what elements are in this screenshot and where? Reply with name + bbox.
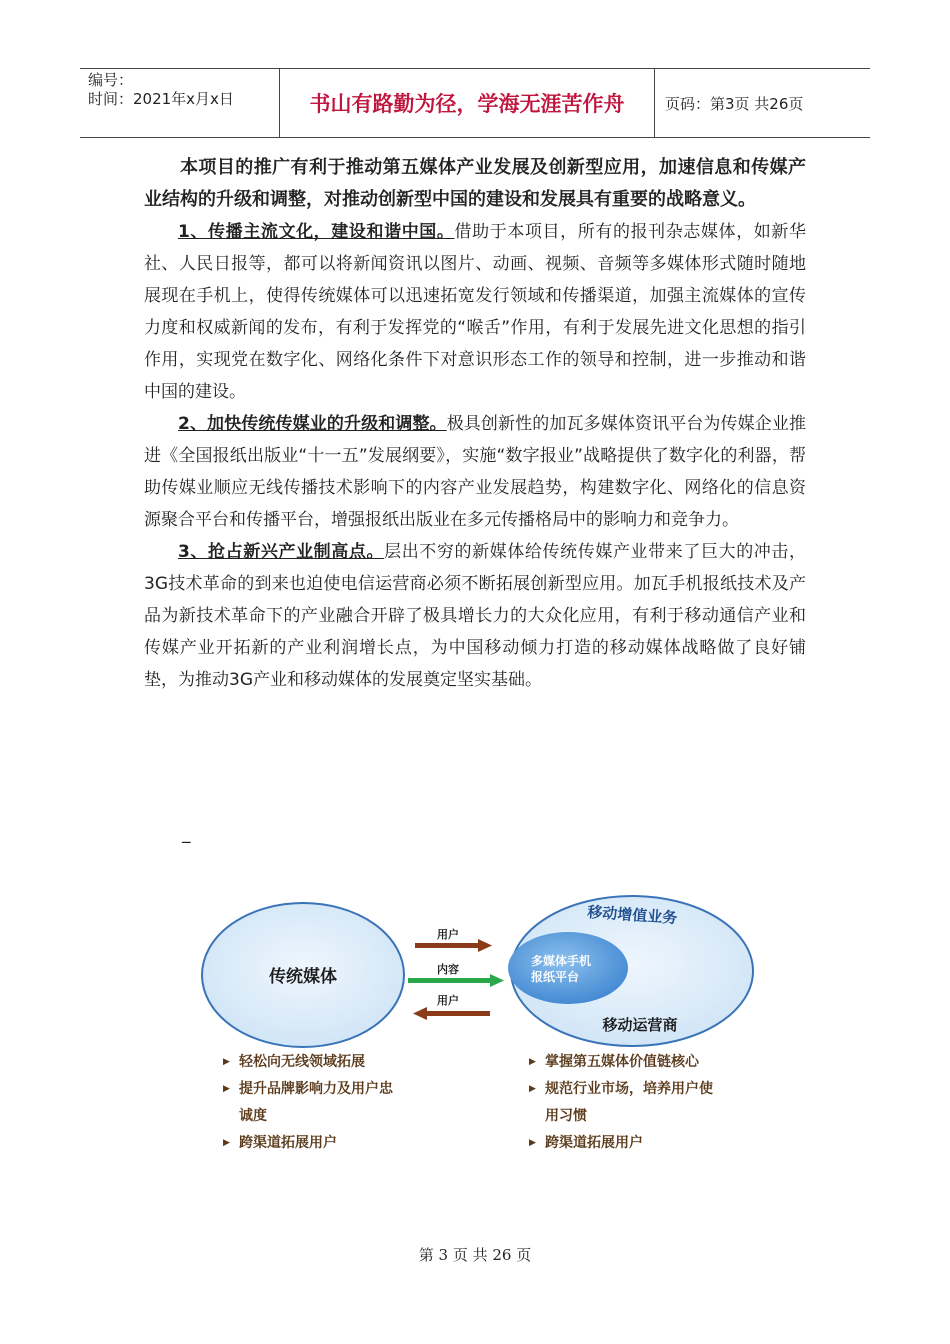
mobile-operator-label: 移动运营商 xyxy=(602,1017,678,1034)
arrow-top-label: 用户 xyxy=(437,929,459,941)
platform-label-line-1: 多媒体手机 xyxy=(531,954,592,968)
bullet-triangle-icon: ▶ xyxy=(529,1138,536,1148)
dash-mark: _ xyxy=(182,824,191,844)
section-text-1: 借助于本项目，所有的报刊杂志媒体，如新华社、人民日报等，都可以将新闻资讯以图片、动画、视频、音频等多媒体形式随时随地展现在手机上，使得传统媒体可以迅速拓宽发行领域和传播渠道，加强主流媒体的宣传力度和权威新闻的发布，有利于发挥党的“喉舌”作用，有利于发展先进文化思想的指引作用，实现党在数字化、网络化条件下对意识形态工作的领导和控制，进一步推动和谐中国的建设。 xyxy=(144,222,807,402)
arrow-mid-label: 内容 xyxy=(437,964,459,976)
document-body xyxy=(144,152,806,696)
header-table xyxy=(80,68,870,138)
mobile-value-added-label: 移动增值业务 xyxy=(586,903,678,928)
bullet-triangle-icon: ▶ xyxy=(223,1057,230,1067)
bullet-triangle-icon: ▶ xyxy=(529,1057,536,1067)
page-footer: 第 3 页 共 26 页 xyxy=(418,1246,532,1264)
section-paragraph-1 xyxy=(144,216,806,408)
traditional-media-label: 传统媒体 xyxy=(269,967,337,986)
list-item: ▶ 跨渠道拓展用户 xyxy=(529,1130,713,1157)
list-item-continued: 用习惯 xyxy=(545,1108,587,1124)
bullet-triangle-icon: ▶ xyxy=(529,1084,536,1094)
section-heading-1: 1、传播主流文化，建设和谐中国。 xyxy=(178,222,455,242)
list-item: ▶ 轻松向无线领域拓展 xyxy=(223,1049,393,1076)
section-text-3: 层出不穷的新媒体给传统传媒产业带来了巨大的冲击，3G技术革命的到来也迫使电信运营商必须不断拓展创新型应用。加瓦手机报纸技术及产品为新技术革命下的产业融合开辟了极具增长力的大众化应用，有利于移动通信产业和传媒产业开拓新的产业利润增长点，为中国移动倾力打造的移动媒体战略做了良好铺垫，为推动3G产业和移动媒体的发展奠定坚实基础。 xyxy=(144,542,807,690)
user-arrow-left xyxy=(413,1007,490,1020)
media-diagram xyxy=(195,890,755,1180)
header-page-info: 页码：第3页 共26页 xyxy=(665,94,804,113)
intro-paragraph: 本项目的推广有利于推动第五媒体产业发展及创新型应用，加速信息和传媒产业结构的升级和调整，对推动创新型中国的建设和发展具有重要的战略意义。 xyxy=(144,157,806,210)
left-benefits-list xyxy=(223,1049,393,1157)
bullet-triangle-icon: ▶ xyxy=(223,1138,230,1148)
section-paragraph-2 xyxy=(144,408,806,536)
arrow-bottom-label: 用户 xyxy=(437,995,459,1007)
number-label: 编号： xyxy=(88,71,134,89)
header-meta xyxy=(80,69,280,137)
platform-label-line-2: 报纸平台 xyxy=(531,970,580,984)
list-item-continued: 诚度 xyxy=(239,1108,267,1124)
list-item: ▶ 提升品牌影响力及用户忠 xyxy=(223,1076,393,1103)
multimedia-platform-circle xyxy=(508,932,628,1004)
section-heading-3: 3、抢占新兴产业制高点。 xyxy=(178,542,385,562)
header-motto: 书山有路勤为径，学海无涯苦作舟 xyxy=(280,69,655,137)
section-text-2: 极具创新性的加瓦多媒体资讯平台为传媒企业推进《全国报纸出版业“十一五”发展纲要》，实施“数字报业”战略提供了数字化的利器，帮助传媒业顺应无线传播技术影响下的内容产业发展趋势，构建数字化、网络化的信息资源聚合平台和传播平台，增强报纸出版业在多元传播格局中的影响力和竞争力。 xyxy=(144,414,807,530)
time-label: 时间：2021年x月x日 xyxy=(88,90,234,108)
section-paragraph-3 xyxy=(144,536,806,696)
section-heading-2: 2、加快传统传媒业的升级和调整。 xyxy=(178,414,447,434)
right-benefits-list xyxy=(529,1049,713,1157)
list-item: ▶ 规范行业市场，培养用户使 xyxy=(529,1076,713,1103)
diagram-graphic xyxy=(195,890,755,1070)
list-item: ▶ 掌握第五媒体价值链核心 xyxy=(529,1049,713,1076)
list-item: ▶ 跨渠道拓展用户 xyxy=(223,1130,393,1157)
bullet-triangle-icon: ▶ xyxy=(223,1084,230,1094)
